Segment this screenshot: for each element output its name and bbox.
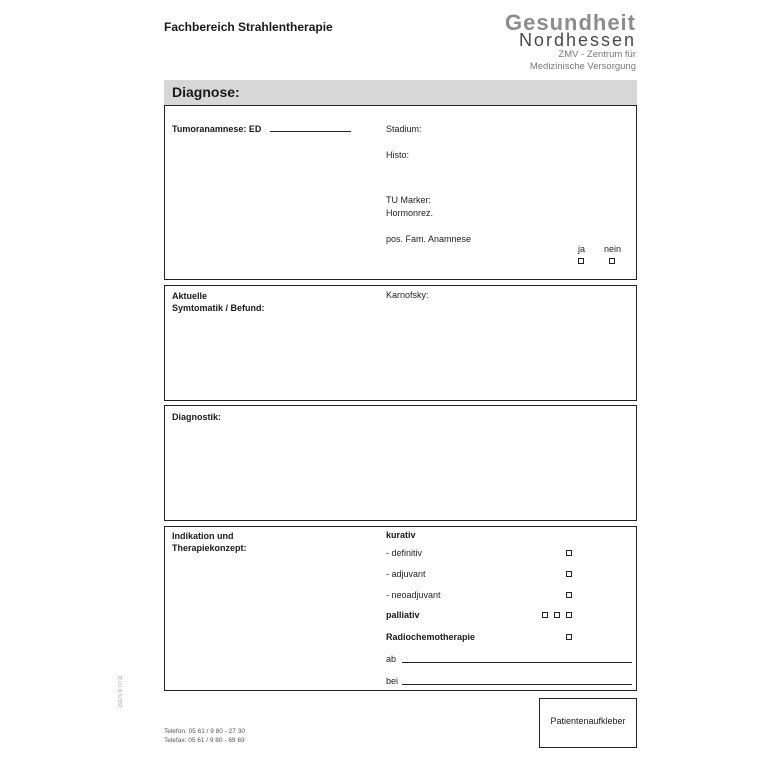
tu-marker-label: TU Marker:	[386, 195, 431, 205]
histo-label: Histo:	[386, 150, 410, 160]
radiochemo-checkbox[interactable]	[566, 634, 572, 640]
bei-field[interactable]	[402, 684, 632, 685]
brand-name-line2: Nordhessen	[518, 30, 636, 50]
indikation-label-line1: Indikation und	[172, 531, 234, 541]
fam-anamnese-nein-checkbox[interactable]	[609, 258, 615, 264]
stadium-label: Stadium:	[386, 124, 422, 134]
symptomatik-label-line2: Symtomatik / Befund:	[172, 303, 265, 313]
fam-anamnese-ja-checkbox[interactable]	[578, 258, 584, 264]
diagnose-heading: Diagnose:	[164, 80, 637, 106]
karnofsky-label: Karnofsky:	[386, 290, 429, 300]
nein-label: nein	[604, 244, 622, 254]
diagnose-section	[164, 80, 637, 280]
neoadjuvant-checkbox[interactable]	[566, 592, 572, 598]
diagnostik-section	[164, 405, 637, 521]
radiochemo-label: Radiochemotherapie	[386, 632, 476, 642]
brand-subtitle-line1: ZMV - Zentrum für	[558, 49, 636, 60]
bei-label: bei	[386, 676, 399, 686]
ja-label: ja	[578, 244, 586, 254]
patient-sticker-label: Patientenaufkleber	[550, 716, 626, 726]
brand-subtitle	[530, 49, 636, 73]
side-code: 1562S.R 07/11	[118, 675, 124, 708]
contact-info	[164, 727, 245, 745]
tumoranamnese-field[interactable]	[270, 131, 351, 132]
adjuvant-label: - adjuvant	[386, 569, 426, 579]
symptomatik-label-line1: Aktuelle	[172, 291, 208, 301]
definitiv-label: - definitiv	[386, 548, 423, 558]
hormonrez-label: Hormonrez.	[386, 208, 434, 218]
department-title: Fachbereich Strahlentherapie	[164, 20, 333, 34]
brand-subtitle-line2: Medizinische Versorgung	[529, 61, 636, 72]
ab-label: ab	[386, 654, 397, 664]
palliativ-label: palliativ	[386, 610, 420, 620]
palliativ-checkbox-2[interactable]	[554, 612, 560, 618]
diagnostik-label: Diagnostik:	[172, 412, 222, 422]
indikation-label	[172, 530, 247, 554]
neoadjuvant-label: - neoadjuvant	[386, 590, 441, 600]
palliativ-checkbox-3[interactable]	[566, 612, 572, 618]
definitiv-checkbox[interactable]	[566, 550, 572, 556]
telefon-text: Telefon: 05 61 / 9 80 - 27 30	[164, 728, 245, 735]
telefax-text: Telefax: 05 61 / 9 80 - 69 69	[164, 737, 245, 744]
indikation-label-line2: Therapiekonzept:	[172, 543, 247, 553]
kurativ-label: kurativ	[386, 530, 416, 540]
tumoranamnese-label: Tumoranamnese: ED	[172, 124, 262, 134]
ab-field[interactable]	[402, 662, 632, 663]
brand-name-line1: Gesundheit	[504, 10, 636, 35]
symptomatik-label	[172, 290, 265, 314]
adjuvant-checkbox[interactable]	[566, 571, 572, 577]
palliativ-checkbox-1[interactable]	[542, 612, 548, 618]
fam-anamnese-label: pos. Fam. Anamnese	[386, 234, 472, 244]
